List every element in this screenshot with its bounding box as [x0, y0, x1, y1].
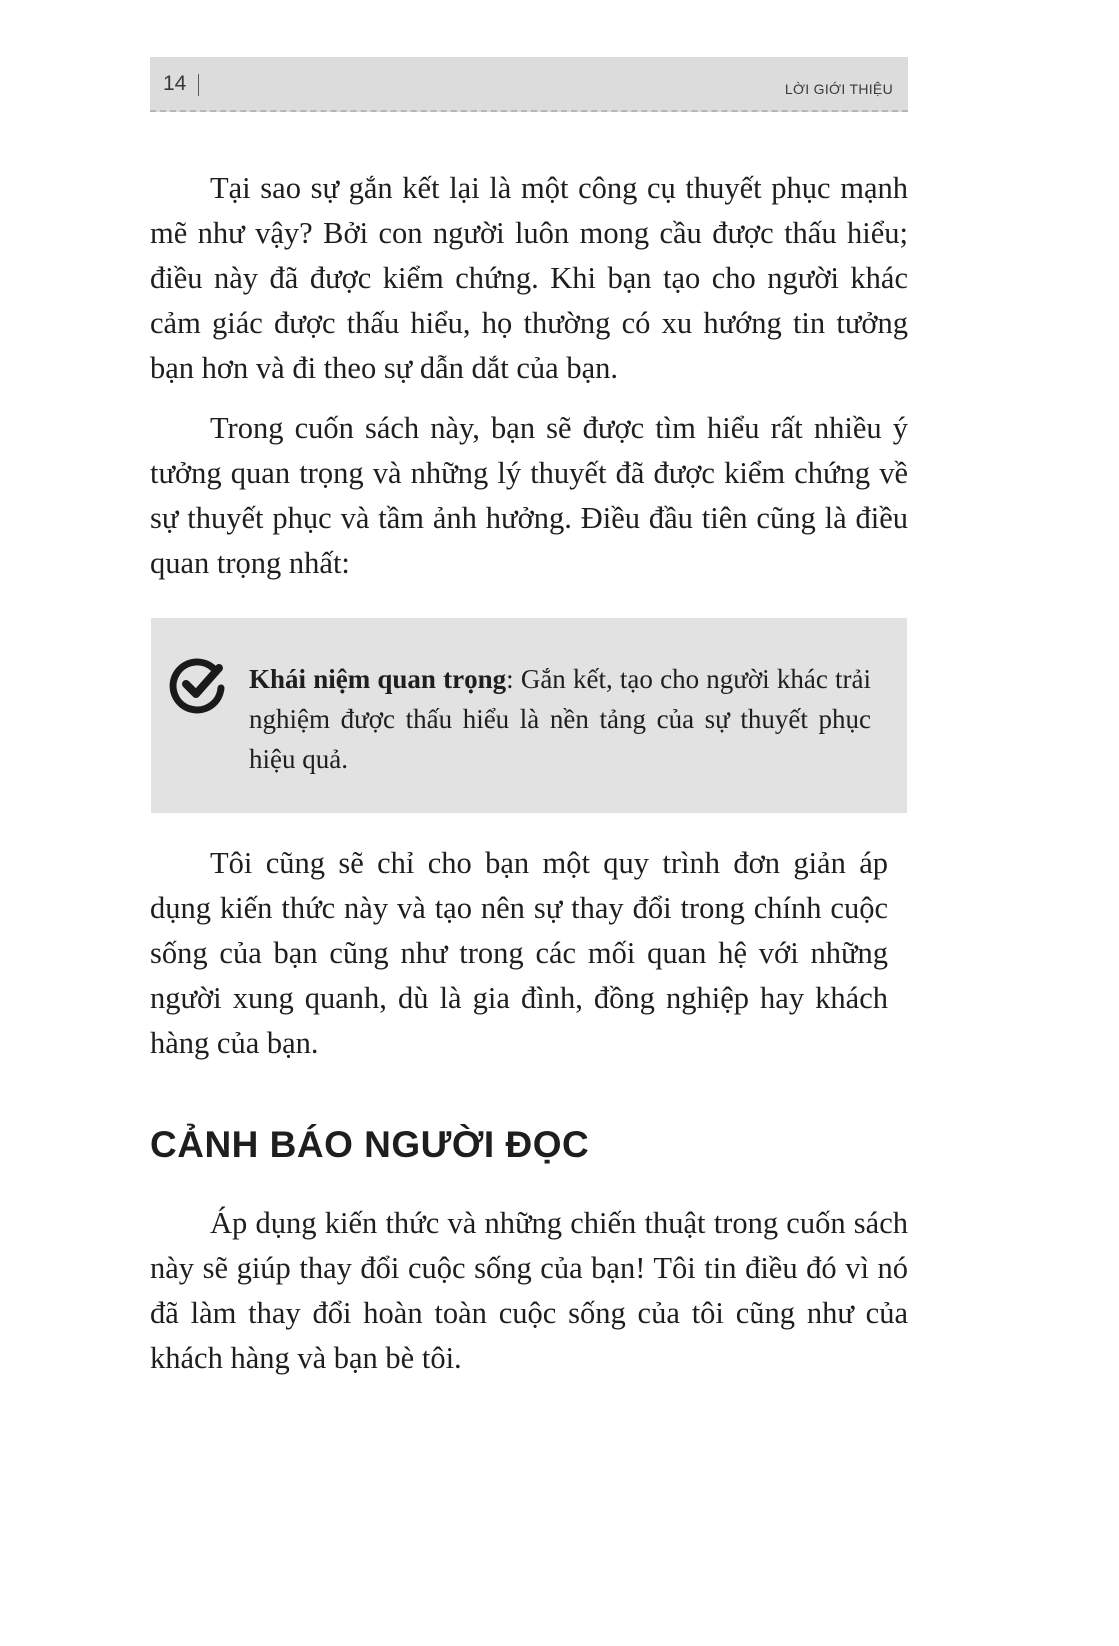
key-concept-box: [151, 618, 907, 813]
key-concept-label: Khái niệm quan trọng: [249, 664, 507, 694]
body-paragraph-3: Tôi cũng sẽ chỉ cho bạn một quy trình đơn giản áp dụng kiến thức này và tạo nên sự thay đổi trong chính cuộc sống của bạn cũng như trong các mối quan hệ với những người xung quanh, dù là gia đình, đồng nghiệp hay khách hàng của bạn.: [150, 846, 888, 1060]
check-circle-icon: [169, 656, 227, 714]
page-number: 14: [163, 72, 187, 95]
body-paragraph-4: Áp dụng kiến thức và những chiến thuật trong cuốn sách này sẽ giúp thay đổi cuộc sống của bạn! Tôi tin điều đó vì nó đã làm thay đổi hoàn toàn cuộc sống của tôi cũng như của khách hàng và bạn bè tôi.: [150, 1206, 908, 1375]
body-paragraph-1: Tại sao sự gắn kết lại là một công cụ thuyết phục mạnh mẽ như vậy? Bởi con người luôn mong cầu được thấu hiểu; điều này đã được kiểm chứng. Khi bạn tạo cho người khác cảm giác được thấu hiểu, họ thường có xu hướng tin tưởng bạn hơn và đi theo sự dẫn dắt của bạn.: [150, 171, 908, 385]
key-concept-text: [249, 659, 871, 779]
key-concept-body: : Gắn kết, tạo cho người khác trải nghiệm được thấu hiểu là nền tảng của sự thuyết phục hiệu quả.: [249, 664, 871, 774]
running-header: [150, 57, 908, 112]
chapter-title: LỜI GIỚI THIỆU: [784, 81, 893, 97]
section-heading: CẢNH BÁO NGƯỜI ĐỌC: [150, 1124, 590, 1165]
body-paragraph-2: Trong cuốn sách này, bạn sẽ được tìm hiểu rất nhiều ý tưởng quan trọng và những lý thuyết đã được kiểm chứng về sự thuyết phục và tầm ảnh hưởng. Điều đầu tiên cũng là điều quan trọng nhất:: [150, 411, 908, 580]
header-divider: [198, 74, 199, 96]
